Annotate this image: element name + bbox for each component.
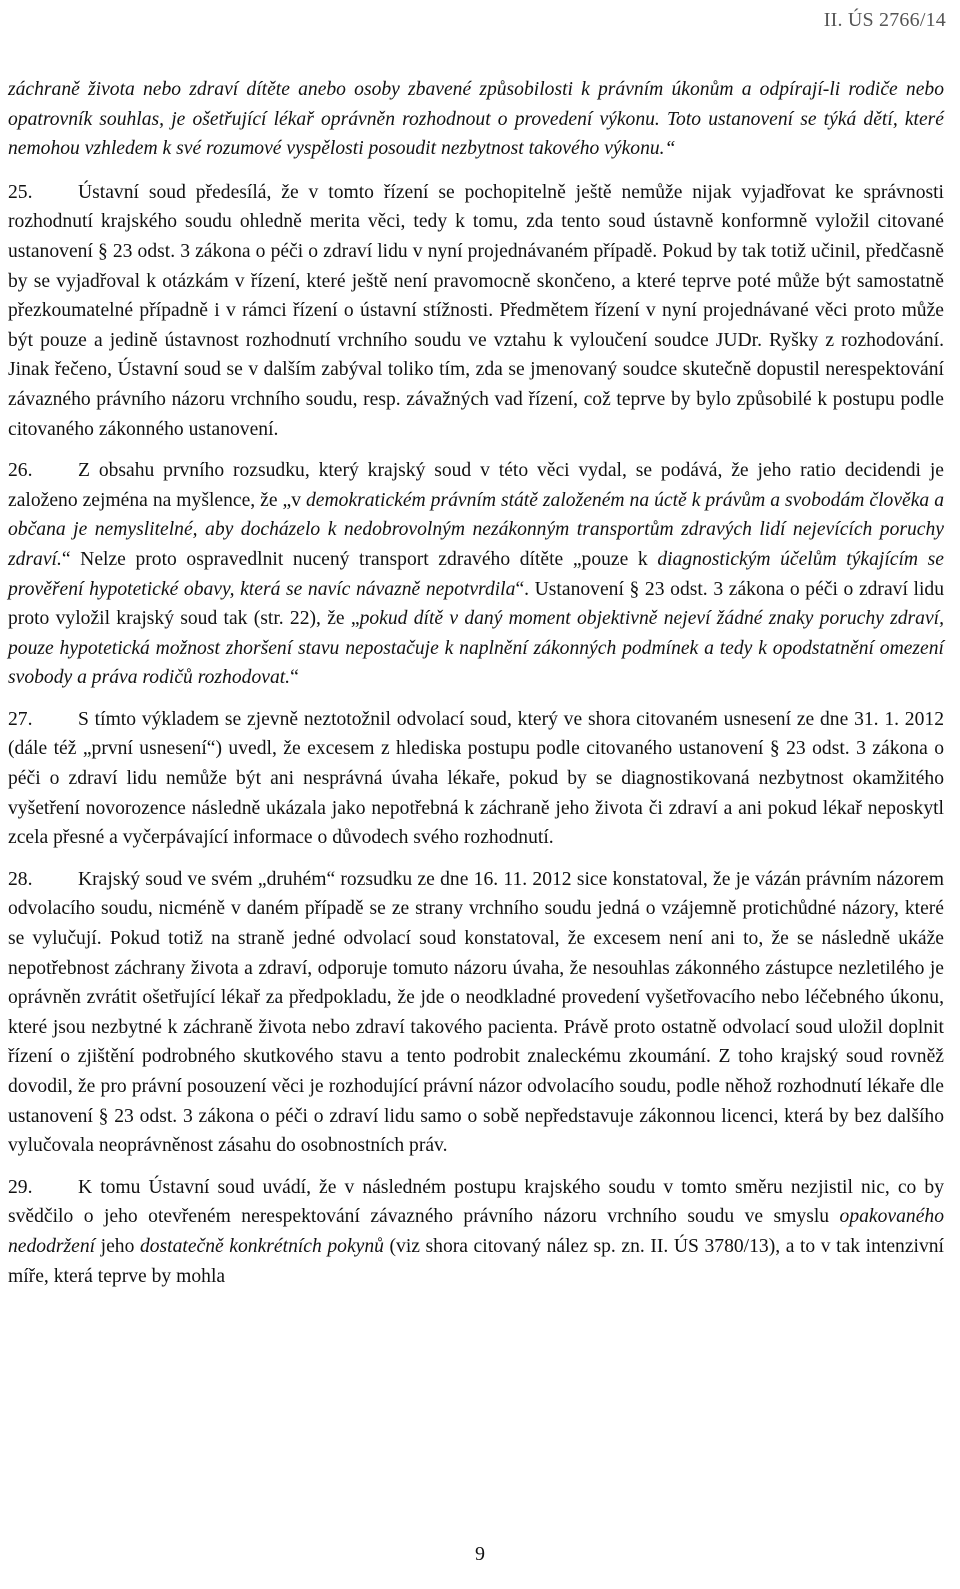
paragraph-text-segment: K tomu Ústavní soud uvádí, že v následném postupu krajského soudu v tomto směru nezjistil nic, co by svědčilo o jeho otevřeném nerespektování závazného právního názoru vrchního soudu ve smyslu [8, 1176, 944, 1228]
paragraph-text-segment: jeho [95, 1235, 140, 1257]
quoted-italic-text: pokud dítě v daný moment objektivně nejeví žádné znaky poruchy zdraví, pouze hypotetická možnost zhoršení stavu nepostačuje k naplnění zákonných podmínek a tedy k opodstatnění omezení svobody a práva rodičů rozhodovat. [8, 608, 944, 689]
paragraph-text-segment: (viz shora citovaný nález sp. zn. II. ÚS 3780/13), a to v tak intenzivní míře, která teprve by mohla [8, 1235, 944, 1287]
paragraph-text: Krajský soud ve svém „druhém“ rozsudku ze dne 16. 11. 2012 sice konstatoval, že je vázán právním názorem odvolacího soudu, nicméně v daném případě se ze strany vrchního soudu jedná o vzájemně protichůdné názory, které se vylučují. Pokud totiž na straně jedné odvolací soud konstatoval, že excesem není ani to, že se následně ukáže nepotřebnost záchrany života a zdraví, odporuje tomuto názoru úvaha, že nesouhlas zákonného zástupce nezletilého je oprávněn zvrátit ošetřující lékař za předpokladu, že jde o neodkladné provedení vyšetřovacího nebo léčebného úkonu, které jsou nezbytné k záchraně života nebo zdraví takového pacienta. Právě proto ostatně odvolací soud uložil doplnit řízení o zjištění podrobného skutkového stavu a tento podrobit znaleckému zkoumání. Z toho krajský soud rovněž dovodil, že pro právní posouzení věci je rozhodující právní názor odvolacího soudu, podle něhož rozhodnutí lékaře dle ustanovení § 23 odst. 3 zákona o péči o zdraví lidu samo o sobě nepředstavuje zákonnou licenci, která by bez dalšího vylučovala neoprávněnost zásahu do osobnostních práv. [8, 868, 944, 1157]
paragraph-26 [8, 456, 944, 693]
paragraph-text: záchraně života nebo zdraví dítěte anebo osoby zbavené způsobilosti k právním úkonům a odpírají-li rodiče nebo opatrovník souhlas, je ošetřující lékař oprávněn rozhodnout o provedení výkonu. Toto ustanovení se týká dětí, které nemohou vzhledem k své rozumové vyspělosti posoudit nezbytnost takového výkonu.“ [8, 79, 944, 160]
quoted-italic-text: demokratickém právním státě založeném na úctě k právům a svobodám člověka a občana je nemyslitelné, aby docházelo k nedobrovolným nezákonným transportům zdravých lidí nejevících poruchy zdraví. [8, 489, 944, 570]
paragraph-text: S tímto výkladem se zjevně neztotožnil odvolací soud, který ve shora citovaném usnesení ze dne 31. 1. 2012 (dále též „první usnesení“) uvedl, že excesem z hlediska postupu podle citovaného ustanovení § 23 odst. 3 zákona o péči o zdraví lidu nemůže být ani nesprávná úvaha lékaře, pokud by se diagnostikovaná nezbytnost okamžitého vyšetření novorozence následně ukázala jako nepotřebná k záchraně jeho života či zdraví a ani pokud lékař neposkytl zcela přesné a vyčerpávající informace o důvodech svého rozhodnutí. [8, 708, 944, 849]
paragraph-number: 27. [8, 708, 33, 730]
paragraph-25 [8, 178, 944, 444]
paragraph-28 [8, 865, 944, 1161]
paragraph-text-segment: “ [290, 667, 299, 689]
paragraph-number: 29. [8, 1176, 33, 1198]
quoted-italic-text: dostatečně konkrétních pokynů [139, 1235, 384, 1257]
quoted-italic-text: diagnostickým účelům týkajícím se prověření hypotetické obavy, která se navíc návazně nepotvrdila [8, 548, 945, 600]
paragraph-text-segment: Z obsahu prvního rozsudku, který krajský soud v této věci vydal, se podává, že jeho ratio decidendi je založeno zejména na myšlence, že „v [8, 460, 944, 511]
paragraph-27 [8, 705, 944, 853]
paragraph-text: Ústavní soud předesílá, že v tomto řízení se pochopitelně ještě nemůže nijak vyjadřovat ke správnosti rozhodnutí krajského soudu ohledně merita věci, tedy k tomu, zda tento soud ústavně konformně vyložil citované ustanovení § 23 odst. 3 zákona o péči o zdraví lidu v nyní projednávaném případě. Pokud by tak totiž učinil, předčasně by se vyjadřoval k otázkám v řízení, které ještě není pravomocně skončeno, a které teprve poté může být samostatně přezkoumatelné případně i v rámci řízení o ústavní stížnosti. Předmětem řízení v nyní projednávané věci proto může být pouze a jedině ústavnost rozhodnutí vrchního soudu ve vztahu k vyloučení soudce JUDr. Ryšky z rozhodování. Jinak řečeno, Ústavní soud se v dalším zabýval toliko tím, zda se jmenovaný soudce skutečně dopustil nerespektování závazného právního názoru vrchního soudu, resp. závažných vad řízení, což teprve by bylo způsobilé k postupu podle citovaného zákonného ustanovení. [8, 181, 944, 440]
paragraph-text-segment: “ Nelze proto ospravedlnit nucený transport zdravého dítěte „pouze k [61, 548, 658, 570]
paragraph-continuation [8, 75, 944, 164]
quoted-italic-text: opakovaného nedodržení [8, 1206, 944, 1257]
case-number-header: II. ÚS 2766/14 [823, 9, 946, 31]
paragraph-text-segment: “. Ustanovení § 23 odst. 3 zákona o péči o zdraví lidu proto vyložil krajský soud tak (str. 22), že „ [8, 578, 944, 630]
paragraph-29 [8, 1173, 944, 1291]
paragraph-number: 26. [8, 460, 33, 482]
page-number: 9 [475, 1543, 485, 1565]
document-body [8, 75, 944, 1303]
paragraph-number: 25. [8, 181, 33, 203]
paragraph-number: 28. [8, 868, 33, 890]
